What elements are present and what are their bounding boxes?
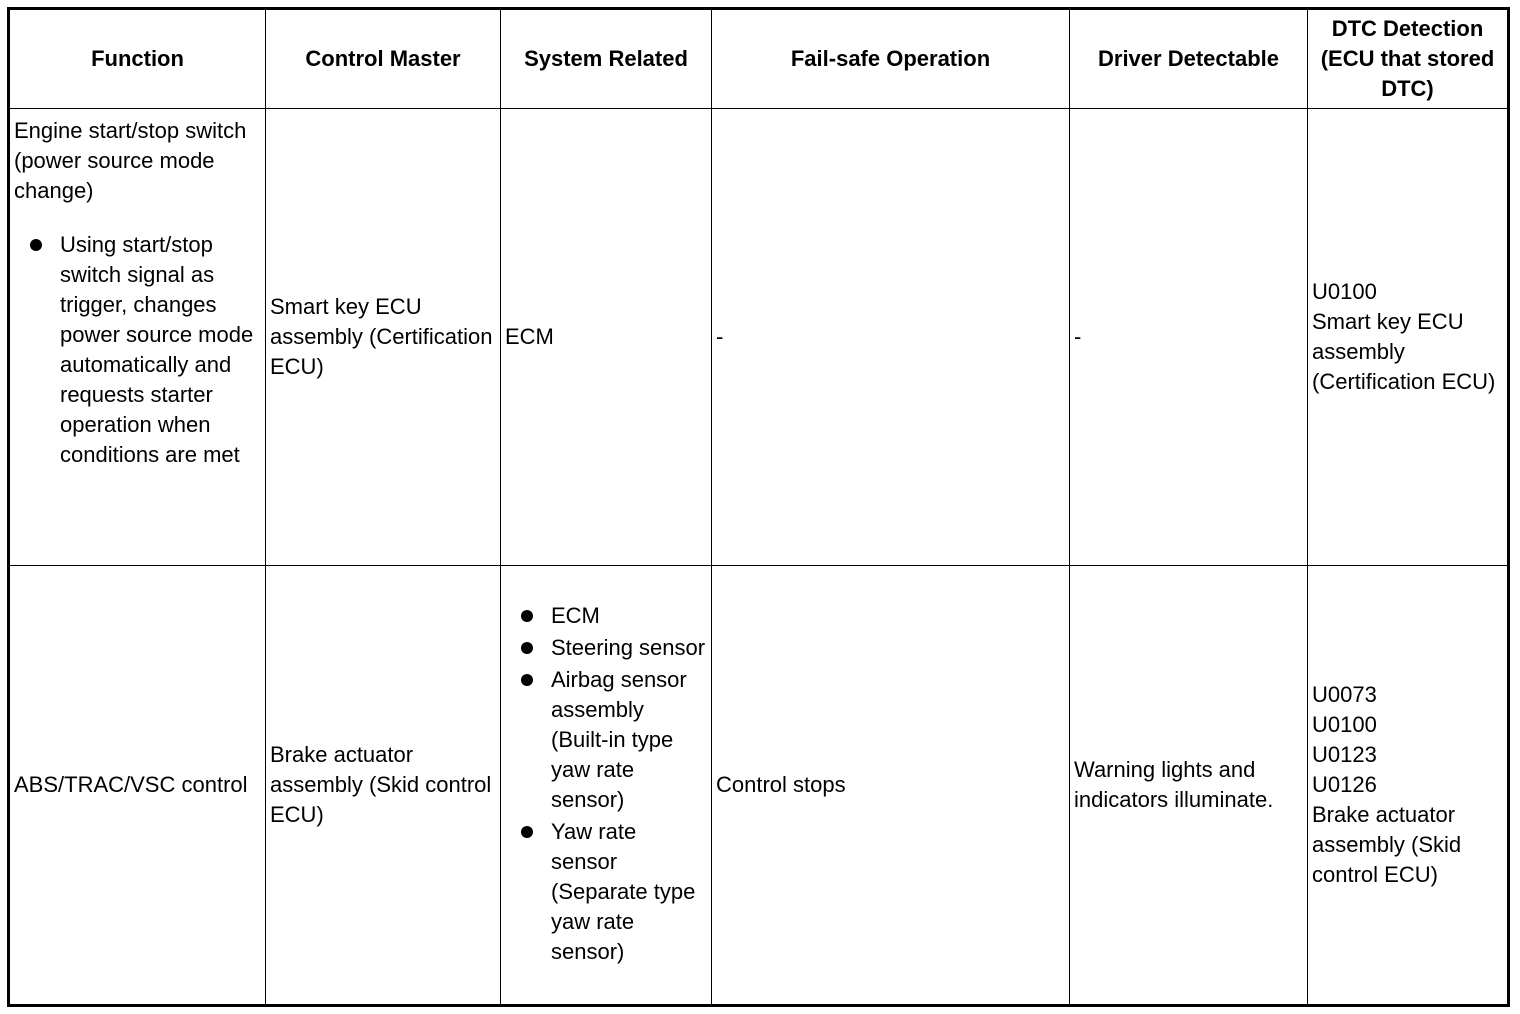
list-item: Using start/stop switch signal as trigger, changes power source mode automatically and requests starter operation when conditions are met	[14, 230, 261, 470]
function-table	[7, 7, 1510, 1007]
dtc-code: U0123	[1312, 741, 1377, 767]
system-related-cell: ECM	[501, 109, 712, 566]
header-driver-detectable: Driver Detectable	[1070, 9, 1308, 109]
function-cell	[9, 109, 266, 566]
function-text: (power source mode change)	[14, 148, 215, 203]
table-row	[9, 109, 1509, 566]
dtc-ecu: Brake actuator assembly (Skid control ECU)	[1312, 801, 1462, 887]
driver-detectable-cell: Warning lights and indicators illuminate.	[1070, 565, 1308, 1006]
dtc-code: U0126	[1312, 771, 1377, 797]
header-function: Function	[9, 9, 266, 109]
list-item: ECM	[505, 601, 707, 631]
system-related-bullet-list	[505, 601, 707, 967]
table-row	[9, 565, 1509, 1006]
header-row	[9, 9, 1509, 109]
dtc-code: U0100	[1312, 278, 1377, 304]
function-cell: ABS/TRAC/VSC control	[9, 565, 266, 1006]
header-system-related: System Related	[501, 9, 712, 109]
system-related-cell	[501, 565, 712, 1006]
list-item: Airbag sensor assembly (Built-in type yaw rate sensor)	[505, 665, 707, 815]
dtc-cell	[1308, 565, 1509, 1006]
header-control-master: Control Master	[266, 9, 501, 109]
list-item: Yaw rate sensor (Separate type yaw rate sensor)	[505, 817, 707, 967]
header-dtc-detection: DTC Detection (ECU that stored DTC)	[1308, 9, 1509, 109]
function-text: Engine start/stop switch	[14, 118, 247, 143]
dtc-code: U0100	[1312, 711, 1377, 737]
list-item: Steering sensor	[505, 633, 707, 663]
control-master-cell: Smart key ECU assembly (Certification ECU)	[266, 109, 501, 566]
dtc-ecu: Smart key ECU assembly (Certification ECU)	[1312, 308, 1496, 394]
header-failsafe-operation: Fail-safe Operation	[712, 9, 1070, 109]
failsafe-cell: -	[712, 109, 1070, 566]
dtc-code: U0073	[1312, 681, 1377, 707]
control-master-cell: Brake actuator assembly (Skid control ECU)	[266, 565, 501, 1006]
dtc-cell	[1308, 109, 1509, 566]
failsafe-cell: Control stops	[712, 565, 1070, 1006]
function-bullet-list	[14, 230, 261, 470]
driver-detectable-cell: -	[1070, 109, 1308, 566]
